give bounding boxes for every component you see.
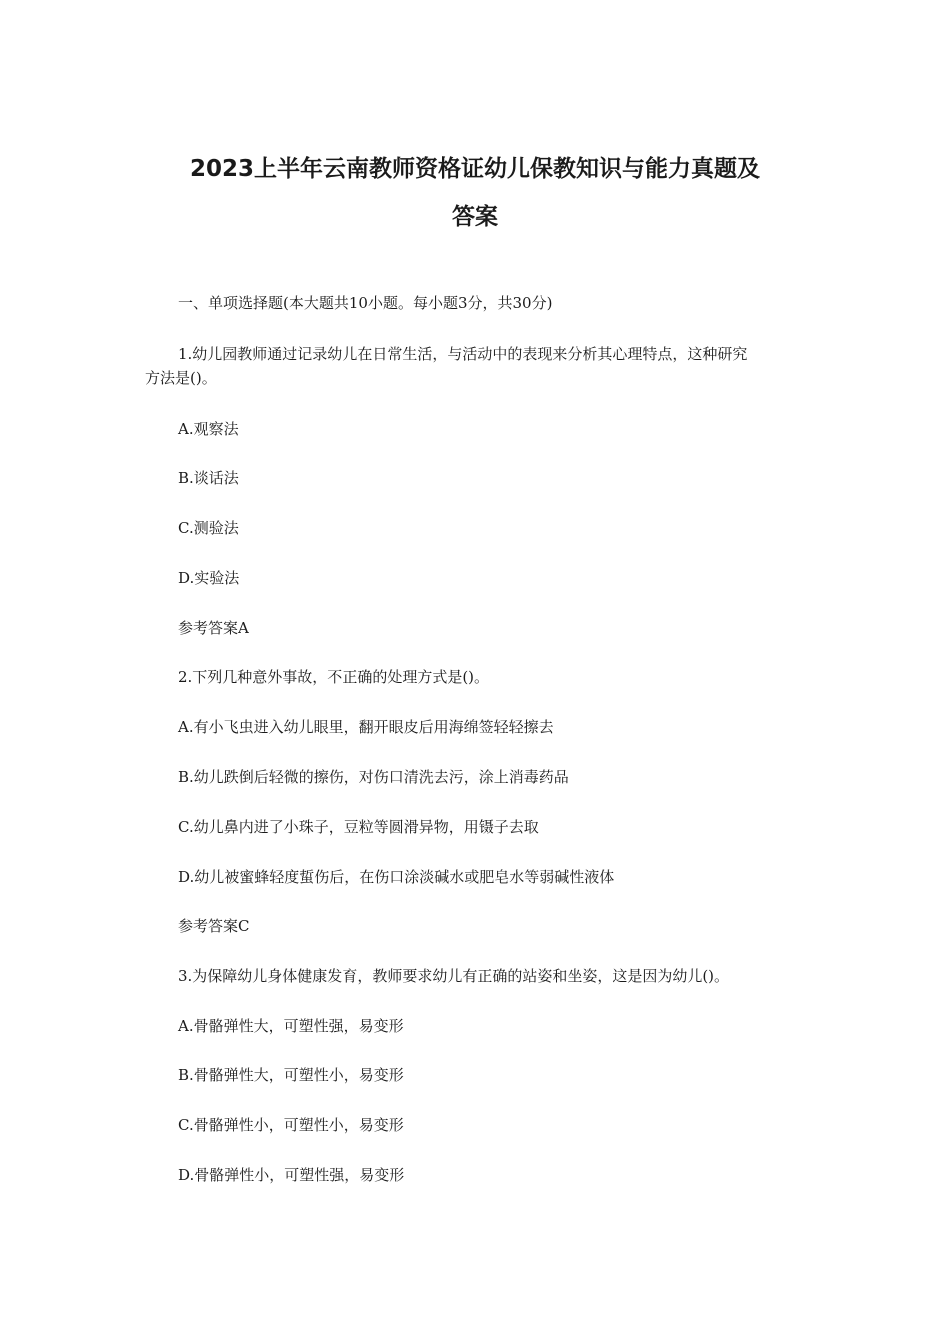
- question-1-option-c: C.测验法: [178, 519, 239, 537]
- section-heading: 一、单项选择题(本大题共10小题。每小题3分，共30分): [178, 294, 553, 312]
- question-1-stem-line-2: 方法是()。: [145, 369, 217, 387]
- question-2-option-b: B.幼儿跌倒后轻微的擦伤，对伤口清洗去污，涂上消毒药品: [178, 768, 569, 786]
- question-1-option-a: A.观察法: [178, 420, 239, 438]
- question-1-option-d: D.实验法: [178, 569, 240, 587]
- question-1-option-b: B.谈话法: [178, 469, 239, 487]
- title-line-1: 2023上半年云南教师资格证幼儿保教知识与能力真题及: [189, 156, 760, 182]
- question-1-stem-line-1: 1.幼儿园教师通过记录幼儿在日常生活，与活动中的表现来分析其心理特点，这种研究: [178, 345, 748, 363]
- question-2-option-c: C.幼儿鼻内进了小珠子，豆粒等圆滑异物，用镊子去取: [178, 818, 539, 836]
- question-3-option-c: C.骨骼弹性小，可塑性小，易变形: [178, 1116, 404, 1134]
- question-3-option-a: A.骨骼弹性大，可塑性强，易变形: [178, 1017, 404, 1035]
- question-3-option-b: B.骨骼弹性大，可塑性小，易变形: [178, 1066, 404, 1084]
- question-3-stem: 3.为保障幼儿身体健康发育，教师要求幼儿有正确的站姿和坐姿，这是因为幼儿()。: [178, 967, 730, 985]
- question-2-option-a: A.有小飞虫进入幼儿眼里，翻开眼皮后用海绵签轻轻擦去: [178, 718, 554, 736]
- question-2-stem: 2.下列几种意外事故，不正确的处理方式是()。: [178, 668, 490, 686]
- question-1-answer: 参考答案A: [178, 619, 249, 637]
- title-line-2: 答案: [452, 204, 498, 230]
- document-title: [145, 145, 805, 241]
- question-3-option-d: D.骨骼弹性小，可塑性强，易变形: [178, 1166, 405, 1184]
- question-2-option-d: D.幼儿被蜜蜂轻度蜇伤后，在伤口涂淡碱水或肥皂水等弱碱性液体: [178, 868, 615, 886]
- question-2-answer: 参考答案C: [178, 917, 250, 935]
